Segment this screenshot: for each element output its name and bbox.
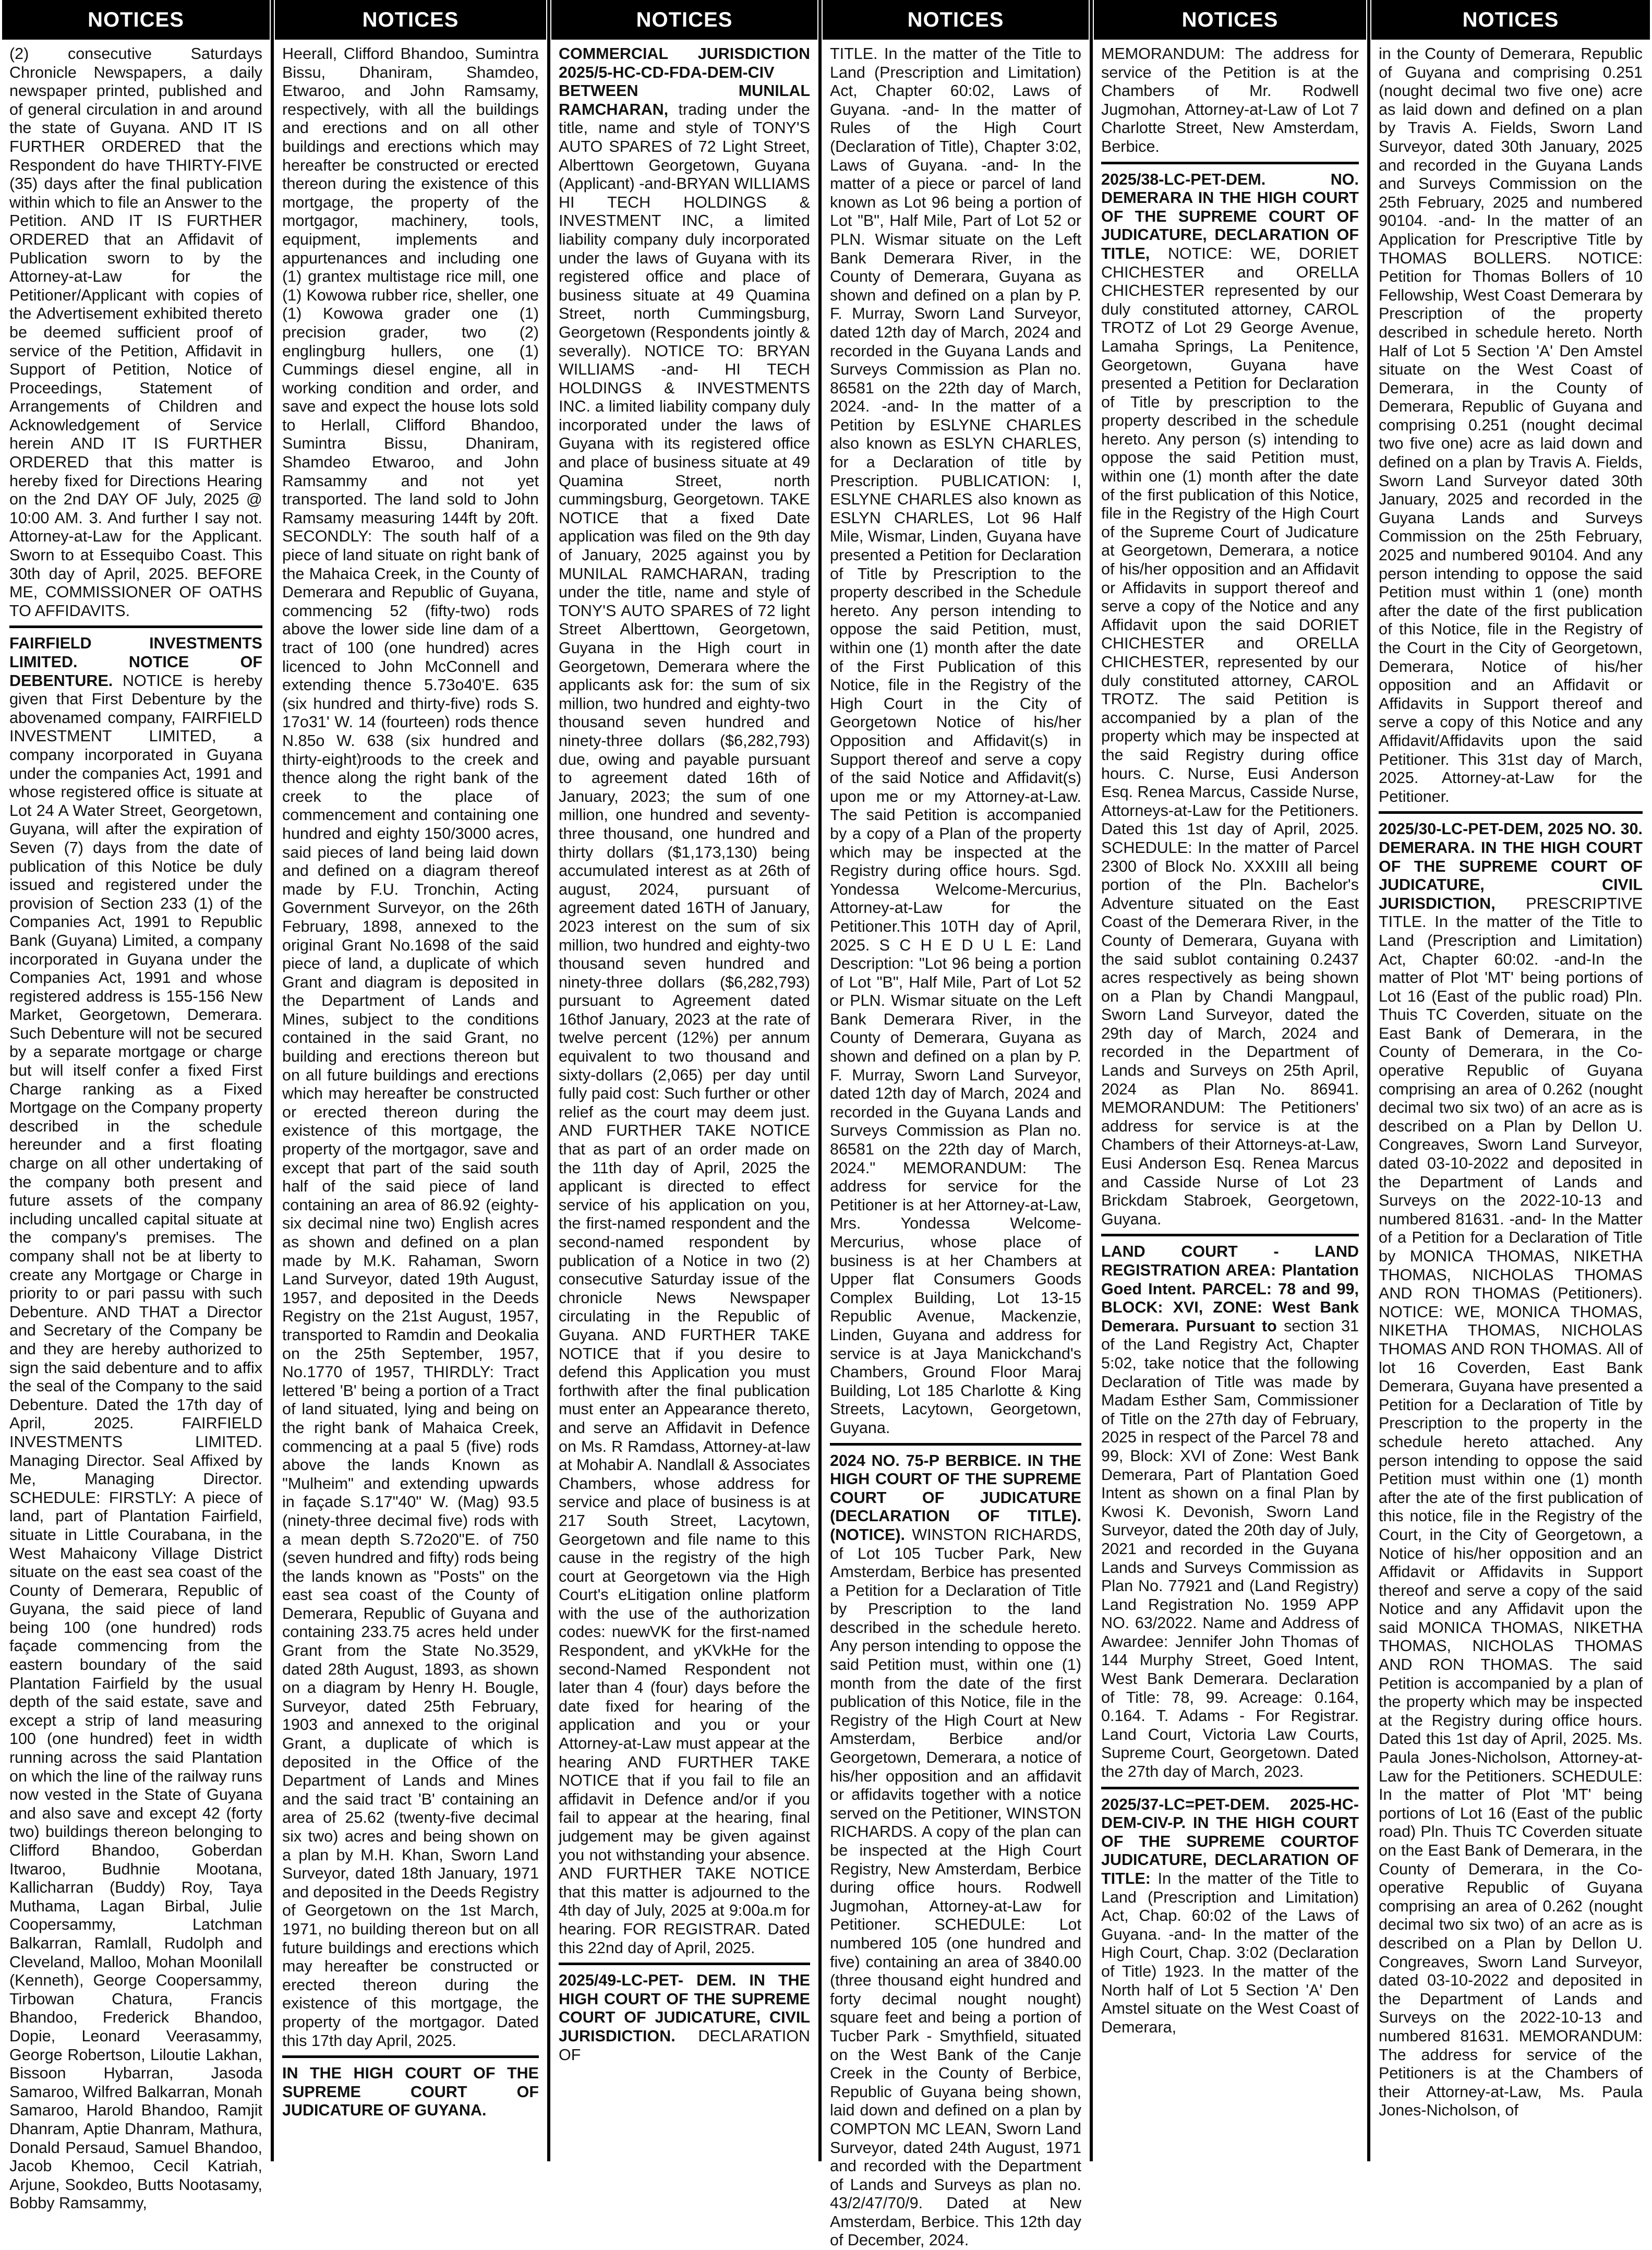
column-rule-1	[271, 0, 274, 2161]
notice-text: trading under the title, name and style of TONY'S AUTO SPARES of 72 Light Street, Alberttown Georgetown, Guyana (Applicant) -and-BRYAN WILLIAMS HI TECH HOLDINGS & INVESTMENT INC, a limited liability company duly incorporated under the laws of Guyana with its registered office and place of business situate at 49 Quamina Street, north Cummingsburg, Georgetown (Respondents jointly & severally). NOTICE TO: BRYAN WILLIAMS -and- HI TECH HOLDINGS & INVESTMENTS INC. a limited liability company duly incorporated under the laws of Guyana with its registered office and place of business situate at 49 Quamina Street, north cummingsburg, Georgetown. TAKE NOTICE that a fixed Date application was filed on the 9th day of January, 2025 against you by MUNILAL RAMCHARAN, trading under the title, name and style of TONY'S AUTO SPARES of 72 light Street Alberttown, Georgetown, Guyana in the High court in Georgetown, Demerara where the applicants ask for: the sum of six million, two hundred and eighty-two thousand seven hundred and ninety-three dollars ($6,282,793) due, owing and payable pursuant to agreement dated 16th of January, 2023; the sum of one million, one hundred and seventy-three thousand, one hundred and thirty dollars ($1,173,130) being accumulated interest as at 26th of august, 2024, pursuant of agreement dated 16TH of January, 2023 interest on the sum of six million, two hundred and eighty-two thousand seven hundred and ninety-three dollars ($6,282,793) pursuant to Agreement dated 16thof January, 2023 at the rate of twelve percent (12%) per annum equivalent to two thousand and sixty-dollars (2,065) per day until fully paid cost: Such further or other relief as the court may deem just. AND FURTHER TAKE NOTICE that as part of an order made on the 11th day of April, 2025 the applicant is directed to effect service of his application on you, the first-named respondent and the second-named respondent by publication of a Notice in two (2) consecutive Saturday issue of the chronicle News Newspaper circulating in the Republic of Guyana. AND FURTHER TAKE NOTICE that if you desire to defend this Application you must forthwith after the final publication must enter an Appearance thereto, and serve an Affidavit in Defence on Ms. R Ramdass, Attorney-at-law at Mohabir A. Nandlall & Associates Chambers, whose address for service and place of business is at 217 South Street, Lacytown, Georgetown and file name to this cause in the registry of the high court at Georgetown via the High Court's eLitigation online platform with the use of the authorization codes: nuewVK for the first-named Respondent, and yKVkHe for the second-Named Respondent not later than 4 (four) days before the date fixed for hearing of the application and you or your Attorney-at-Law must appear at the hearing AND FURTHER TAKE NOTICE that if you fail to file an affidavit in Defence and/or if you fail to appear at the hearing, final judgement may be given against you not withstanding your absence. AND FURTHER TAKE NOTICE that this matter is adjourned to the 4th day of July, 2025 at 9:00a.m for hearing. FOR REGISTRAR. Dated this 22nd day of April, 2025.	[559, 100, 810, 1957]
column-header: NOTICES	[1094, 0, 1366, 40]
notice	[1101, 171, 1359, 1229]
column-rule-4	[1090, 0, 1093, 2161]
notice-text: Heerall, Clifford Bhandoo, Sumintra Bissu, Dhaniram, Shamdeo, Etwaroo, and John Ramsamy, respectively, with all the buildings and erections and on all other buildings and erections which may hereafter be constructed or erected thereon during the existence of this mortgage, the property of the mortgagor, machinery, tools, equipment, implements and appurtenances and including one (1) grantex multistage rice mill, one (1) Kowowa rubber rice, sheller, one (1) Kowowa grader one (1) precision grader, two (2) englingburg hullers, one (1) Cummings diesel engine, all in working condition and order, and save and expect the house lots sold to Herlall, Clifford Bhandoo, Sumintra Bissu, Dhaniram, Shamdeo Etwaroo, and John Ramsammy and not yet transported. The land sold to John Ramsamy measuring 144ft by 20ft. SECONDLY: The south half of a piece of land situate on right bank of the Mahaica Creek, in the County of Demerara and Republic of Guyana, commencing 52 (fifty-two) rods above the lower side line dam of a tract of 100 (one hundred) acres licenced to John McConnell and extending thence 5.73o40'E. 635 (six hundred and thirty-five) rods S. 17o31' W. 14 (fourteen) rods thence N.85o W. 638 (six hundred and thirty-eight)roods to the creek and thence along the right bank of the creek to the place of commencement and containing one hundred and eighty 150/3000 acres, said pieces of land being laid down and defined on a diagram thereof made by F.U. Tronchin, Acting Government Surveyor, on the 26th February, 1898, annexed to the original Grant No.1698 of the said piece of land, a duplicate of which Grant and diagram is deposited in the Department of Lands and Mines, subject to the conditions contained in the said Grant, no building and erections thereon but on all future buildings and erections which may hereafter be constructed or erected thereon during the existence of this mortgage, the property of the mortgagor, save and except that part of the said south half of the said piece of land containing an area of 86.92 (eighty-six decimal nine two) English acres as shown and defined on a plan made by M.K. Rahaman, Sworn Land Surveyor, dated 19th August, 1957, and deposited in the Deeds Registry on the 21st August, 1957, transported to Ramdin and Deokalia on the 25th September, 1957, No.1770 of 1957, THIRDLY: Tract lettered 'B' being a portion of a Tract of land situated, lying and being on the right bank of Mahaica Creek, commencing at a paal 5 (five) rods above the lands Known as "Mulheim" and extending upwards in façade S.17"40" W. (Mag) 93.5 (ninety-three decimal five) rods with a mean depth S.72o20"E. of 750 (seven hundred and fifty) rods being the lands known as "Posts" on the east sea coast of the County of Demerara, Republic of Guyana and containing 233.75 acres held under Grant from the State No.3529, dated 28th August, 1893, as shown on a diagram by Henry H. Bougle, Surveyor, dated 25th February, 1903 and annexed to the original Grant, a duplicate of which is deposited in the Office of the Department of Lands and Mines and the said tract 'B' containing an area of 25.62 (twenty-five decimal six two) acres and being shown on a plan by M.H. Khan, Sworn Land Surveyor, dated 18th January, 1971 and deposited in the Deeds Registry of Georgetown on the 1st March, 1971, no building thereon but on all future buildings and erections which may hereafter be constructed or erected thereon during the existence of this mortgage, the property of the mortgagor. Dated this 17th day April, 2025.	[282, 45, 539, 2050]
notice-divider	[1101, 1234, 1359, 1236]
notice-heading: 2025/30-LC-PET-DEM, 2025 NO. 30. DEMERARA. IN THE HIGH COURT OF THE SUPREME COURT OF JUDICATURE, CIVIL JURISDICTION,	[1379, 820, 1643, 912]
column-header: NOTICES	[823, 0, 1089, 40]
notice-heading: FAIRFIELD INVESTMENTS LIMITED. NOTICE OF DEBENTURE.	[9, 634, 262, 690]
column-body	[2, 40, 270, 2213]
column-body	[823, 40, 1089, 2250]
column-body	[551, 40, 817, 2064]
notice	[1101, 1796, 1359, 2037]
column-header: NOTICES	[2, 0, 270, 40]
notice	[830, 1452, 1081, 2250]
notice	[1379, 820, 1643, 2120]
column-rule-3	[818, 0, 822, 2161]
column-body	[275, 40, 546, 2120]
notice-text: section 31 of the Land Registry Act, Chapter 5:02, take notice that the following Declaration of Title was made by Madam Esther Sam, Commissioner of Title on the 27th day of February, 2025 in respect of the Parcel 78 and 99, Block: XVI of Zone: West Bank Demerara, Part of Plantation Goed Intent as shown on a final Plan by Kwosi K. Devonish, Sworn Land Surveyor, dated the 20th day of July, 2021 and recorded in the Guyana Lands and Surveys Commission as Plan No. 77921 and (Land Registry) Land Registration No. 1959 APP NO. 63/2022. Name and Address of Awardee: Jennifer John Thomas of 144 Murphy Street, Goed Intent, West Bank Demerara. Declaration of Title: 78, 99. Acreage: 0.164, 0.164. T. Adams - For Registrar. Land Court, Victoria Law Courts, Supreme Court, Georgetown. Dated the 27th day of March, 2023.	[1101, 1317, 1359, 1781]
notice	[559, 1971, 810, 2064]
notices-column-2	[275, 0, 546, 2161]
notice	[282, 45, 539, 2050]
notice-heading: 2025/38-LC-PET-DEM. NO. DEMERARA IN THE HIGH COURT OF THE SUPREME COURT OF JUDICATURE, DECLARATION OF TITLE,	[1101, 170, 1359, 262]
column-header: NOTICES	[275, 0, 546, 40]
notice-text: TITLE. In the matter of the Title to Land (Prescription and Limitation) Act, Chapter 60:02, Laws of Guyana. -and- In the matter of Rules of the High Court (Declaration of Title), Chapter 3:02, Laws of Guyana. -and- In the matter of a piece or parcel of land known as Lot 96 being a portion of Lot "B", Half Mile, Part of Lot 52 or PLN. Wismar situate on the Left Bank Demerara River, in the County of Demerara, Guyana as shown and defined on a plan by P. F. Murray, Sworn Land Surveyor, dated 12th day of March, 2024 and recorded in the Guyana Lands and Surveys Commission as Plan no. 86581 on the 22th day of March, 2024. -and- In the matter of a Petition by ESLYNE CHARLES also known as ESLYN CHARLES, for a Declaration of title by Prescription. PUBLICATION: I, ESLYNE CHARLES also known as ESLYN CHARLES, Lot 96 Half Mile, Wismar, Linden, Guyana have presented a Petition for Declaration of Title by Prescription to the property described in the Schedule hereto. Any person intending to oppose the said Petition, must, within one (1) month after the date of the First Publication of this Notice, file in the Registry of the High Court in the City of Georgetown Notice of his/her Opposition and Affidavit(s) in Support thereof and serve a copy of the said Notice and Affidavit(s) upon me or my Attorney-at-Law. The said Petition is accompanied by a copy of a Plan of the property which may be inspected at the Registry during office hours. Sgd. Yondessa Welcome-Mercurius, Attorney-at-Law for the Petitioner.This 10TH day of April, 2025. S C H E D U L E: Land Description: "Lot 96 being a portion of Lot "B", Half Mile, Part of Lot 52 or PLN. Wismar situate on the Left Bank Demerara River, in the County of Demerara, Guyana as shown and defined on a plan by P. F. Murray, Sworn Land Surveyor, dated 12th day of March, 2024 and recorded in the Guyana Lands and Surveys Commission as Plan no. 86581 on the 22th day of March, 2024." MEMORANDUM: The address for service for the Petitioner is at her Attorney-at-Law, Mrs. Yondessa Welcome-Mercurius, whose place of business is at her Chambers at Upper flat Consumers Goods Complex Building, Lot 13-15 Republic Avenue, Mackenzie, Linden, Guyana and address for service is at Jaya Manickchand's Chambers, Ground Floor Maraj Building, Lot 185 Charlotte & King Streets, Lacytown, Georgetown, Guyana.	[830, 45, 1081, 1437]
notice	[9, 634, 262, 2212]
notice-text: DECLARATION OF	[559, 2027, 810, 2064]
column-body	[1094, 40, 1366, 2037]
notices-column-4	[823, 0, 1089, 2249]
notice-heading: 2025/49-LC-PET- DEM. IN THE HIGH COURT OF THE SUPREME COURT OF JUDICATURE, CIVIL JURISDICTION.	[559, 1971, 810, 2045]
notice	[559, 45, 810, 1957]
notice-divider	[1101, 162, 1359, 164]
column-header: NOTICES	[551, 0, 817, 40]
notice-divider	[9, 625, 262, 628]
notice-divider	[1379, 811, 1643, 814]
column-rule-2	[547, 0, 550, 2161]
notice-heading: 2024 NO. 75-P BERBICE. IN THE HIGH COURT OF THE SUPREME COURT OF JUDICATURE (DECLARATION OF TITLE). (NOTICE).	[830, 1451, 1081, 1544]
notice-text: NOTICE is hereby given that First Debenture by the abovenamed company, FAIRFIELD INVESTMENT LIMITED, a company incorporated in Guyana under the companies Act, 1991 and whose registered office is situate at Lot 24 A Water Street, Georgetown, Guyana, will after the expiration of Seven (7) days from the date of publication of this Notice be duly issued and registered under the provision of Section 233 (1) of the Companies Act, 1991 to Republic Bank (Guyana) Limited, a company incorporated in Guyana under the Companies Act, 1991 and whose registered address is 155-156 New Market, Georgetown, Demerara. Such Debenture will not be secured by a separate mortgage or charge but will itself confer a fixed First Charge ranking as a Fixed Mortgage on the Company property described in the schedule hereunder and a first floating charge on all other undertaking of the company both present and future assets of the company including uncalled capital situate at the company's premises. The company shall not be at liberty to create any Mortgage or Charge in priority to or pari passu with such Debenture. AND THAT a Director and Secretary of the Company be and they are hereby authorized to sign the said debenture and to affix the seal of the Company to the said Debenture. Dated the 17th day of April, 2025. FAIRFIELD INVESTMENTS LIMITED. Managing Director. Seal Affixed by Me, Managing Director. SCHEDULE: FIRSTLY: A piece of land, part of Plantation Fairfield, situate in Little Courabana, in the West Mahaicony Village District situate on the east sea coast of the County of Demerara, Republic of Guyana, the said piece of land being 100 (one hundred) rods façade commencing from the eastern boundary of the said Plantation Fairfield by the usual depth of the said estate, save and except a strip of land measuring 100 (one hundred) feet in width running across the said Plantation on which the line of the railway runs now vested in the State of Guyana and also save and except 42 (forty two) buildings thereon belonging to Clifford Bhandoo, Goberdan Itwaroo, Budhnie Mootana, Kallicharran (Buddy) Roy, Taya Muthama, Lagan Birbal, Julie Coopersammy, Latchman Balkarran, Ramlall, Rudolph and Cleveland, Malloo, Mohan Moonilall (Kenneth), George Coopersammy, Tirbowan Chatura, Francis Bhandoo, Frederick Bhandoo, Dopie, Leonard Veerasammy, George Robertson, Liloutie Lakhan, Bissoon Hybarran, Jasoda Samaroo, Wilfred Balkarran, Monah Samaroo, Harold Bhandoo, Ramjit Dhanram, Aptie Dhanram, Mathura, Donald Persaud, Samuel Bhandoo, Jacob Khemoo, Cecil Katriah, Arjune, Sookdeo, Butts Nootasamy, Bobby Ramsammy,	[9, 671, 262, 2212]
notice-text: WINSTON RICHARDS, of Lot 105 Tucber Park, New Amsterdam, Berbice has presented a Petition for a Declaration of Title by Prescription to the land described in the schedule hereto. Any person intending to oppose the said Petition must, within one (1) month from the date of the first publication of this Notice, file in the Registry of the High Court at New Amsterdam, Berbice and/or Georgetown, Demerara, a notice of his/her opposition and an affidavit or affidavits together with a notice served on the Petitioner, WINSTON RICHARDS. A copy of the plan can be inspected at the High Court Registry, New Amsterdam, Berbice during office hours. Rodwell Jugmohan, Attorney-at-Law for Petitioner. SCHEDULE: Lot numbered 105 (one hundred and five) containing an area of 3840.00 (three thousand eight hundred and forty decimal nought nought) square feet and being a portion of Tucber Park - Smythfield, situated on the West Bank of the Canje Creek in the County of Berbice, Republic of Guyana being shown, laid down and defined on a plan by COMPTON MC LEAN, Sworn Land Surveyor, dated 24th August, 1971 and recorded with the Department of Lands and Surveys as plan no. 43/2/47/70/9. Dated at New Amsterdam, Berbice. This 12th day of December, 2024.	[830, 1525, 1081, 2249]
notice-text: (2) consecutive Saturdays Chronicle Newspapers, a daily newspaper printed, published and of general circulation in and around the state of Guyana. AND IT IS FURTHER ORDERED that the Respondent do have THIRTY-FIVE (35) days after the final publication within which to file an Answer to the Petition. AND IT IS FURTHER ORDERED that an Affidavit of Publication sworn to by the Attorney-at-Law for the Petitioner/Applicant with copies of the Advertisement exhibited thereto be deemed sufficient proof of service of the Petition, Affidavit in Support of Petition, Notice of Proceedings, Statement of Arrangements of Children and Acknowledgement of Service herein AND IT IS FURTHER ORDERED that this matter is hereby fixed for Directions Hearing on the 2nd DAY OF July, 2025 @ 10:00 AM. 3. And further I say not. Attorney-at-Law for the Applicant. Sworn to at Essequibo Coast. This 30th day of April, 2025. BEFORE ME, COMMISSIONER OF OATHS TO AFFIDAVITS.	[9, 45, 262, 620]
notice-text: In the matter of the Title to Land (Prescription and Limitation) Act, Chap. 60:02 of the Laws of Guyana. -and- In the matter of the High Court, Chap. 3:02 (Declaration of Title) 1923. In the matter of the North half of Lot 5 Section 'A' Den Amstel situate on the West Coast of Demerara,	[1101, 1870, 1359, 2036]
notice-text: NOTICE: WE, DORIET CHICHESTER and ORELLA CHICHESTER represented by our duly constituted attorney, CAROL TROTZ of Lot 29 George Avenue, Lamaha Springs, La Penitence, Georgetown, Guyana have presented a Petition for Declaration of Title by prescription to the property described in the schedule hereto. Any person (s) intending to oppose the said Petition must, within one (1) month after the date of the first publication of this Notice, file in the Registry of the High Court of the Supreme Court of Judicature at Georgetown, Demerara, a notice of his/her opposition and an Affidavit or Affidavits in support thereof and serve a copy of the Notice and any Affidavit upon the said DORIET CHICHESTER and ORELLA CHICHESTER, represented by our duly constituted attorney, CAROL TROTZ. The said Petition is accompanied by a plan of the property which may be inspected at the said Registry during office hours. C. Nurse, Eusi Anderson Esq. Renea Marcus, Casside Nurse, Attorneys-at-Law for the Petitioners. Dated this 1st day of April, 2025. SCHEDULE: In the matter of Parcel 2300 of Block No. XXXIII all being portion of the Pln. Bachelor's Adventure situated on the East Coast of the Demerara River, in the County of Demerara, Guyana with the said sublot containing 0.2437 acres respectively as being shown on a Plan by Chandi Mangpaul, Sworn Land Surveyor, dated the 29th day of March, 2024 and recorded in the Department of Lands and Surveys on 25th April, 2024 as Plan No. 86941. MEMORANDUM: The Petitioners' address for service is at the Chambers of their Attorneys-at-Law, Eusi Anderson Esq. Renea Marcus and Casside Nurse of Lot 23 Brickdam Stabroek, Georgetown, Guyana.	[1101, 244, 1359, 1228]
notice	[1379, 45, 1643, 806]
notices-column-5	[1094, 0, 1366, 2161]
notice-heading: IN THE HIGH COURT OF THE SUPREME COURT OF JUDICATURE OF GUYANA.	[282, 2064, 539, 2120]
notices-column-6	[1371, 0, 1650, 2161]
column-body	[1371, 40, 1650, 2120]
notice	[830, 45, 1081, 1438]
notice-divider	[282, 2055, 539, 2058]
notices-column-1	[2, 0, 270, 2212]
notice-divider	[559, 1963, 810, 1965]
notice-heading: LAND COURT - LAND REGISTRATION AREA: Plantation Goed Intent. PARCEL: 78 and 99, BLOCK: XVI, ZONE: West Bank Demerara. Pursuant to	[1101, 1243, 1359, 1335]
notice	[282, 2064, 539, 2120]
notice-heading: 2025/37-LC=PET-DEM. 2025-HC-DEM-CIV-P. IN THE HIGH COURT OF THE SUPREME COURTOF JUDICATURE, DECLARATION OF TITLE:	[1101, 1795, 1359, 1887]
notice	[1101, 1243, 1359, 1781]
column-header: NOTICES	[1371, 0, 1650, 40]
notice	[1101, 45, 1359, 157]
notice-text: in the County of Demerara, Republic of Guyana and comprising 0.251 (nought decimal two five one) acre as laid down and defined on a plan by Travis A. Fields, Sworn Land Surveyor, dated 30th January, 2025 and recorded in the Guyana Lands and Surveys Commission on the 25th February, 2025 and numbered 90104. -and- In the matter of an Application for Prescriptive Title by THOMAS BOLLERS. NOTICE: Petition for Thomas Bollers of 10 Fellowship, West Coast Demerara by Prescription of the property described in schedule hereto. North Half of Lot 5 Section 'A' Den Amstel situate on the West Coast of Demerara, in the County of Demerara, Republic of Guyana and comprising 0.251 (nought decimal two five one) acre as laid down and defined on a plan by Travis A. Fields, Sworn Land Surveyor dated 30th January, 2025 and recorded in the Guyana Lands and Surveys Commission on the 25th February, 2025 and numbered 90104. And any person intending to oppose the said Petition must within 1 (one) month after the date of the first publication of this Notice, file in the Registry of the Court in the City of Georgetown, Demerara, Notice of his/her opposition and an Affidavit or Affidavits in Support thereof and serve a copy of this Notice and any Affidavit/Affidavits upon the said Petitioner. This 31st day of March, 2025. Attorney-at-Law for the Petitioner.	[1379, 45, 1643, 805]
notices-column-3	[551, 0, 817, 2161]
notice-text: MEMORANDUM: The address for service of the Petition is at the Chambers of Mr. Rodwell Jugmohan, Attorney-at-Law of Lot 7 Charlotte Street, New Amsterdam, Berbice.	[1101, 45, 1359, 155]
notice	[9, 45, 262, 620]
notice-divider	[1101, 1787, 1359, 1789]
notice-heading: COMMERCIAL JURISDICTION 2025/5-HC-CD-FDA-DEM-CIV BETWEEN MUNILAL RAMCHARAN,	[559, 45, 810, 118]
notice-divider	[830, 1443, 1081, 1446]
notice-text: PRESCRIPTIVE TITLE. In the matter of the Title to Land (Prescription and Limitation) Act, Chapter 60:02. -and-In the matter of Plot 'MT' being portions of Lot 16 (East of the public road) Pln. Thuis TC Coverden, situate on the East Bank of Demerara, in the County of Demerara, in the Co-operative Republic of Guyana comprising an area of 0.262 (nought decimal two six two) of an acre as is described on a Plan by Dellon U. Congreaves, Sworn Land Surveyor, dated 03-10-2022 and deposited in the Department of Lands and Surveys on the 2022-10-13 and numbered 81631. -and- In the Matter of a Petition for a Declaration of Title by MONICA THOMAS, NIKETHA THOMAS, NICHOLAS THOMAS AND RON THOMAS (Petitioners). NOTICE: WE, MONICA THOMAS, NIKETHA THOMAS, NICHOLAS THOMAS AND RON THOMAS. All of lot 16 Coverden, East Bank Demerara, Guyana have presented a Petition for a Declaration of Title by Prescription to the property in the schedule hereto attached. Any person intending to oppose the said Petition must within one (1) month after the ate of the first publication of this notice, file in the Registry of the Court, in the City of Georgetown, a Notice of his/her opposition and an Affidavit or Affidavits in Support thereof and serve a copy of the said Notice and any Affidavit upon the said MONICA THOMAS, NIKETHA THOMAS, NICHOLAS THOMAS AND RON THOMAS. The said Petition is accompanied by a plan of the property which may be inspected at the Registry during office hours. Dated this 1st day of April, 2025. Ms. Paula Jones-Nicholson, Attorney-at-Law for the Petitioners. SCHEDULE: In the matter of Plot 'MT' being portions of Lot 16 (East of the public road) Pln. Thuis TC Coverden situate on the East Bank of Demerara, in the County of Demerara, in the Co-operative Republic of Guyana comprising an area of 0.262 (nought decimal two six two) of an acre as is described on a Plan by Dellon U. Congreaves, Sworn Land Surveyor, dated 03-10-2022 and deposited in the Department of Lands and Surveys on the 2022-10-13 and numbered 81631. MEMORANDUM: The address for service of the Petitioners is at the Chambers of their Attorney-at-Law, Ms. Paula Jones-Nicholson, of	[1379, 894, 1643, 2120]
column-rule-5	[1367, 0, 1370, 2161]
